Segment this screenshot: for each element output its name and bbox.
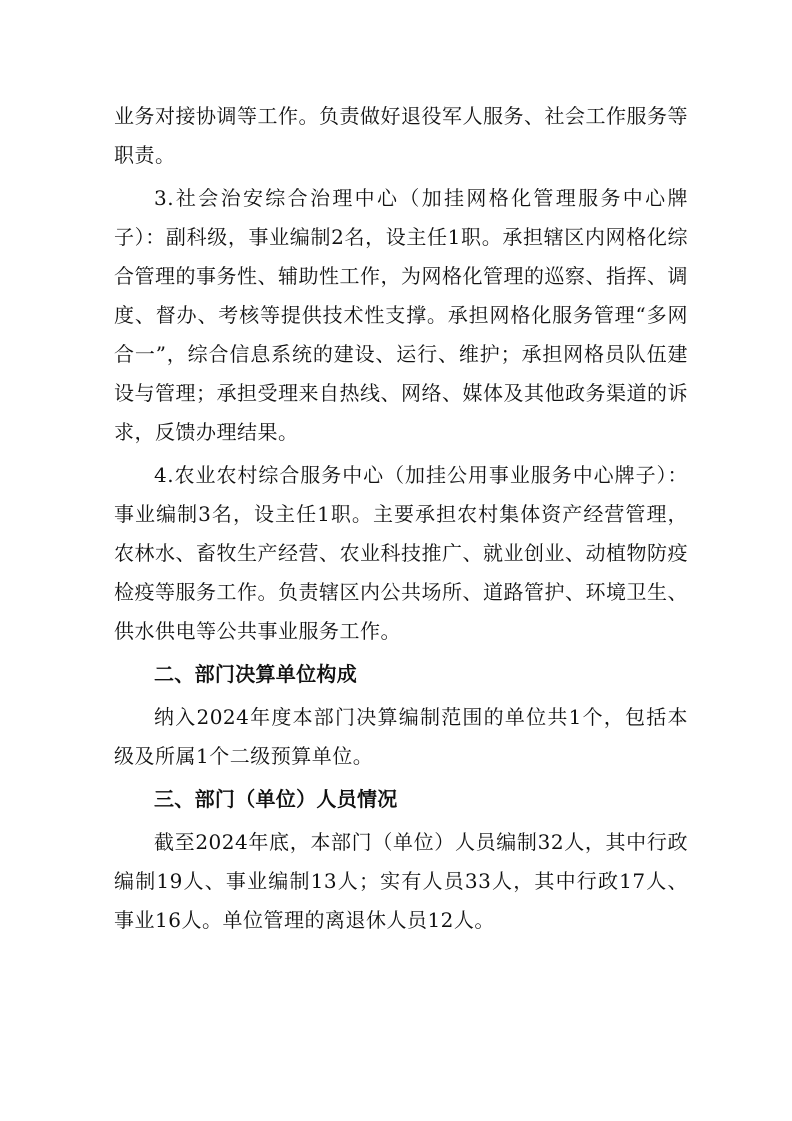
paragraph-staff: 截至2024年底，本部门（单位）人员编制32人，其中行政编制19人、事业编制13人；实有人员33人，其中行政17人、事业16人。单位管理的离退休人员12人。 <box>114 830 688 932</box>
paragraph-agriculture-center: 4.农业农村综合服务中心（加挂公用事业服务中心牌子）：事业编制3名，设主任1职。主要承担农村集体资产经营管理，农林水、畜牧生产经营、农业科技推广、就业创业、动植物防疫检疫等服务工作。负责辖区内公共场所、道路管护、环境卫生、供水供电等公共事业服务工作。 <box>114 463 688 643</box>
section-heading-units: 二、部门决算单位构成 <box>154 662 357 686</box>
paragraph-units: 纳入2024年度本部门决算编制范围的单位共1个，包括本级及所属1个二级预算单位。 <box>114 705 688 768</box>
paragraph-continued: 业务对接协调等工作。负责做好退役军人服务、社会工作服务等职责。 <box>114 104 688 167</box>
section-heading-staff: 三、部门（单位）人员情况 <box>154 787 398 811</box>
paragraph-social-security-center: 3.社会治安综合治理中心（加挂网格化管理服务中心牌子）：副科级，事业编制2名，设主任1职。承担辖区内网格化综合管理的事务性、辅助性工作，为网格化管理的巡察、指挥、调度、督办、考核等提供技术性支撑。承担网格化服务管理“多网合一”，综合信息系统的建设、运行、维护；承担网格员队伍建设与管理；承担受理来自热线、网络、媒体及其他政务渠道的诉求，反馈办理结果。 <box>114 186 688 444</box>
document-page <box>114 97 688 940</box>
